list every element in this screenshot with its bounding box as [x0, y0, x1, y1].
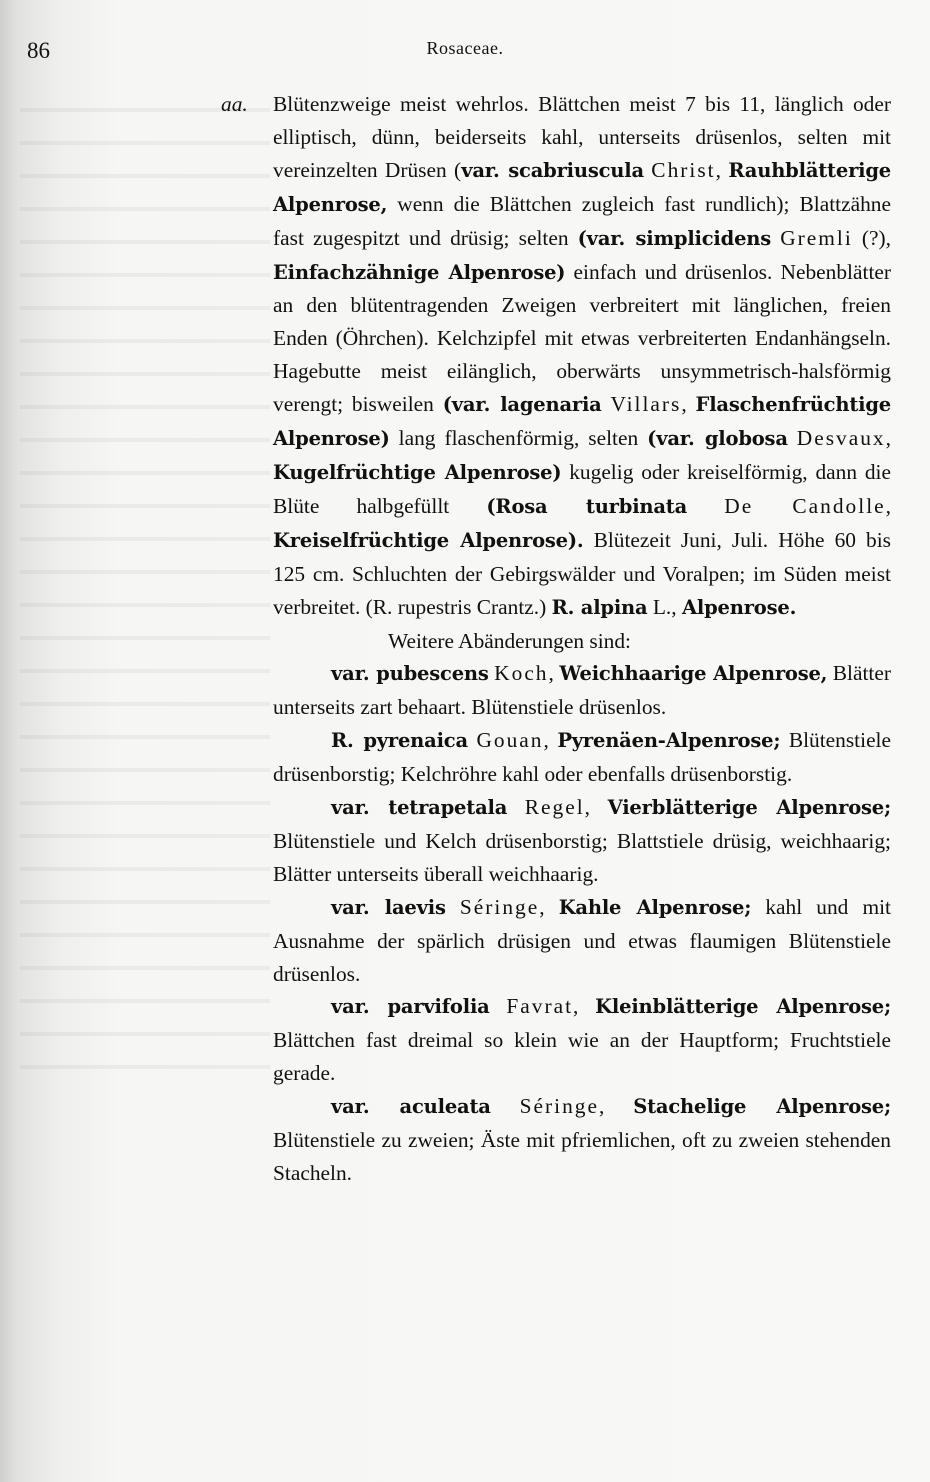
text-run: L., — [647, 594, 682, 619]
bold-term: Kahle Alpenrose; — [558, 895, 752, 919]
bold-term: (var. simplicidens — [577, 226, 772, 250]
bold-term: Alpenrose. — [681, 595, 797, 619]
body-text — [221, 88, 891, 1190]
bold-term: Einfachzähnige Alpenrose) — [273, 260, 566, 284]
paragraph — [273, 1090, 891, 1190]
paragraph — [273, 657, 891, 724]
text-run: , — [681, 392, 696, 417]
bold-term: Vierblätterige Alpenrose; — [607, 796, 891, 820]
text-run: wenn die Blättchen zugleich fast rundlich); Blattzähne fast zugespitzt und drüsig; selten — [273, 191, 891, 250]
text-run: einfach und drüsenlos. Nebenblätter an den blütentragenden Zweigen verbreitert mit länglichen, freien Enden (Öhrchen). Kelchzipfel mit etwas verbreiterten Endanhängseln. Hagebutte meist eilänglich, oberwärts unsymmetrisch-halsförmig verengt; bisweilen — [273, 259, 891, 417]
author-name: De Candolle — [724, 493, 886, 518]
text-run: , — [584, 795, 608, 820]
page-number: 86 — [27, 38, 50, 63]
bold-term: R. alpina — [551, 595, 648, 619]
text-run: , — [885, 493, 891, 518]
author-name: Regel — [524, 795, 585, 820]
text-run — [788, 426, 797, 450]
author-name: Christ — [651, 157, 716, 182]
bold-term: var. pubescens — [331, 662, 489, 686]
paragraph — [273, 724, 891, 791]
bold-term: var. aculeata — [331, 1095, 491, 1119]
text-run: Blütezeit Juni, Juli. Höhe 60 bis 125 cm. Schluchten der Gebirgswälder und Voralpen; im Süden meist verbreitet. (R. rupestris Crantz.) — [273, 527, 891, 619]
author-name: Gremli — [780, 225, 853, 250]
text-run: , — [715, 157, 729, 182]
bold-term: Kleinblätterige Alpenrose; — [595, 995, 891, 1019]
bold-term: var. parvifolia — [331, 995, 490, 1019]
text-run: Blütenstiele drüsenborstig; Kelchröhre kahl oder ebenfalls drüsenborstig. — [273, 728, 891, 787]
bold-term: Weichhaarige Alpenrose, — [559, 662, 828, 686]
text-run — [446, 895, 460, 919]
bleed-through-shadow — [20, 90, 270, 1090]
text-run: Weitere Abänderungen sind: — [388, 628, 632, 653]
author-name: Favrat — [506, 994, 574, 1019]
text-run — [491, 1094, 520, 1118]
paragraph — [273, 625, 891, 658]
author-name: Gouan — [476, 728, 544, 753]
bold-term: Kugelfrüchtige Alpenrose) — [273, 460, 562, 484]
bold-term: var. laevis — [331, 895, 446, 919]
bold-term: Stachelige Alpenrose; — [633, 1095, 891, 1119]
bold-term: var. scabriuscula — [461, 158, 644, 182]
text-run: Blütenzweige meist wehrlos. Blättchen meist 7 bis 11, länglich oder elliptisch, dünn, beiderseits kahl, unterseits drüsenlos, selten mit vereinzelten Drüsen ( — [273, 92, 891, 182]
bold-term: R. pyrenaica — [331, 729, 468, 753]
bold-term: (Rosa turbinata — [486, 494, 688, 518]
author-name: Villars — [610, 392, 682, 417]
paragraph-label: aa. — [221, 92, 248, 116]
bold-term: Pyrenäen-Alpenrose; — [557, 729, 781, 753]
text-run: Blütenstiele zu zweien; Äste mit pfriemlichen, oft zu zweien stehenden Stacheln. — [273, 1128, 891, 1185]
text-run: , — [598, 1094, 634, 1119]
text-run: Blütenstiele und Kelch drüsenborstig; Blattstiele drüsig, weichhaarig; Blätter unterseits überall weichhaarig. — [273, 828, 891, 886]
text-run: , — [548, 661, 560, 686]
text-run: (?), — [852, 225, 891, 250]
paragraph — [273, 891, 891, 991]
paragraph — [273, 990, 891, 1090]
bold-term: (var. globosa — [647, 427, 788, 451]
bold-term: Rauhblätterige Alpenrose, — [273, 158, 891, 216]
author-name: Desvaux — [796, 426, 886, 451]
paragraph — [221, 88, 891, 625]
text-run — [490, 994, 507, 1018]
text-run — [687, 494, 724, 518]
text-run: kugelig oder kreiselförmig, dann die Blüte halbgefüllt — [273, 459, 891, 518]
author-name: Séringe — [519, 1094, 599, 1119]
text-run: Blätter unterseits zart behaart. Blütenstiele drüsenlos. — [273, 661, 891, 720]
text-run: Blättchen fast dreimal so klein wie an der Hauptform; Fruchtstiele gerade. — [273, 1028, 891, 1086]
text-run: , — [885, 426, 891, 451]
author-name: Séringe — [459, 894, 540, 919]
bold-term: Flaschenfrüchtige Alpenrose) — [273, 393, 891, 451]
text-run: kahl und mit Ausnahme der spärlich drüsigen und etwas flaumigen Blütenstiele drüsenlos. — [273, 894, 891, 986]
text-run — [771, 226, 780, 250]
text-run: , — [573, 994, 596, 1019]
running-title: Rosaceae. — [426, 38, 504, 58]
text-run: , — [543, 728, 558, 753]
text-run: lang flaschenförmig, selten — [389, 426, 648, 451]
bold-term: var. tetrapetala — [331, 796, 508, 820]
bold-term: (var. lagenaria — [442, 393, 602, 417]
author-name: Koch — [494, 661, 549, 686]
paragraph — [273, 791, 891, 891]
page-header — [0, 38, 930, 64]
text-run — [507, 795, 525, 819]
text-run: , — [539, 894, 559, 919]
bold-term: Kreiselfrüchtige Alpenrose). — [273, 528, 584, 552]
